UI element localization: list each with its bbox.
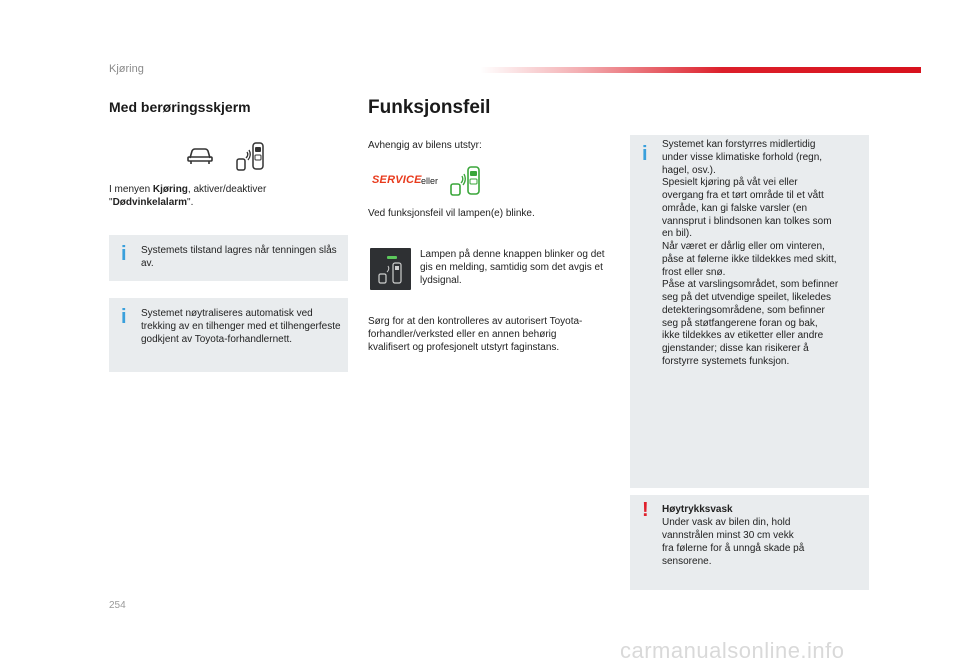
- dealer-text: Sørg for at den kontrolleres av autorisert Toyota-forhandler/verksted eller en annen behørig kvalifisert og profesjonelt utstyrt faginstans.: [368, 316, 583, 353]
- blind-spot-button-icon: [370, 248, 411, 290]
- info-text: Systemets tilstand lagres når tenningen slås av.: [141, 245, 337, 269]
- page-number: 254: [109, 600, 126, 611]
- or-label: eller: [421, 176, 439, 186]
- info-icon: i: [121, 243, 127, 265]
- info-box-state-saved: [109, 235, 348, 281]
- blink-text: Ved funksjonsfeil vil lampen(e) blinke.: [368, 208, 535, 219]
- info-box-climate: [630, 135, 869, 488]
- blind-spot-warning-icon: [448, 164, 482, 198]
- car-icon: [186, 145, 214, 165]
- warning-box-pressure-wash: [630, 495, 869, 590]
- warning-icon: !: [642, 499, 649, 521]
- info-text: Systemet nøytraliseres automatisk ved trekking av en tilhenger med et tilhengerfeste godkjent av Toyota-forhandlernett.: [141, 308, 341, 345]
- watermark: carmanualsonline.info: [620, 638, 845, 663]
- info-box-trailer: [109, 298, 348, 372]
- warning-text: Høytrykksvask Under vask av bilen din, hold vannstrålen minst 30 cm vekk fra følerne for å unngå skade på sensorene.: [662, 504, 805, 567]
- equipment-text: Avhengig av bilens utstyr:: [368, 140, 482, 151]
- info-icon: i: [642, 143, 648, 165]
- info-icon: i: [121, 306, 127, 328]
- blind-spot-button-image: [370, 248, 411, 290]
- blind-spot-phone-icon: [234, 141, 266, 173]
- info-text-climate: Systemet kan forstyrres midlertidig under visse klimatiske forhold (regn, hagel, osv.). Spesielt kjøring på våt vei eller overgang fra et tørt område til et vått område, kan gi falske varsler (en vannsprut i blindsonen kan tolkes som en bil). Når været er dårlig eller om vinteren, påse at følerne ikke tildekkes med skitt, frost eller snø. Påse at varslingsområdet, som befinner seg på det utvendige speilet, likeledes detekteringsområdene, som befinner seg på støtfangerene foran og bak, ikke tildekkes av etiketter eller andre gjenstander; disse kan risikerer å forstyrre systemets funksjon.: [662, 139, 839, 367]
- service-warning-lamp: SERVICE: [372, 174, 422, 186]
- heading-malfunction: Funksjonsfeil: [368, 97, 491, 118]
- menu-instruction: I menyen Kjøring, aktiver/deaktiver "Dødvinkelalarm".: [109, 184, 267, 208]
- section-label: Kjøring: [109, 63, 144, 75]
- button-blink-text: Lampen på denne knappen blinker og det gis en melding, samtidig som det avgis et lydsignal.: [420, 249, 605, 286]
- header-accent-bar: [480, 67, 921, 73]
- heading-touchscreen: Med berøringsskjerm: [109, 99, 251, 115]
